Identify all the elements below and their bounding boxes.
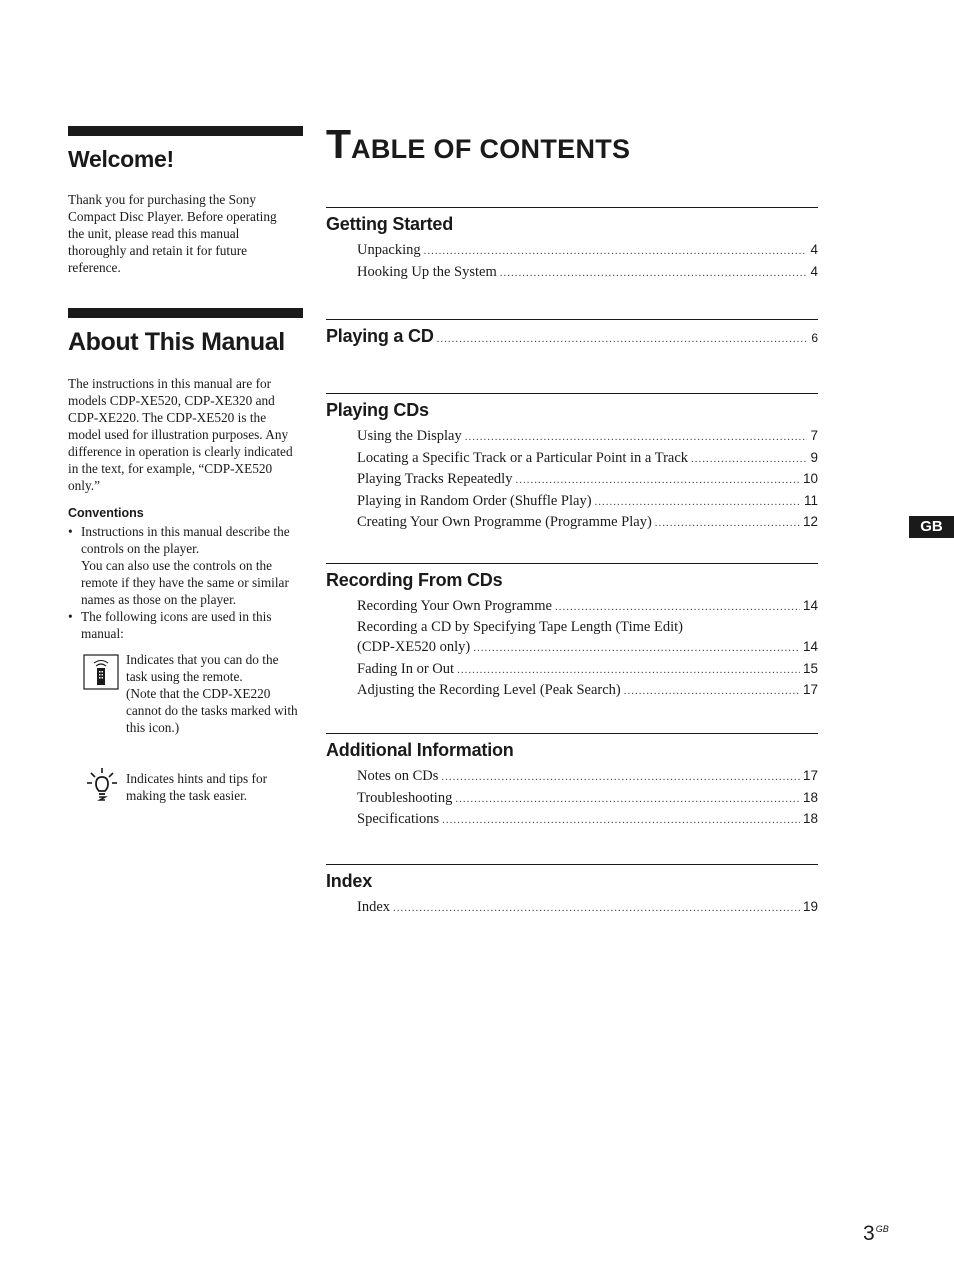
page-number (863, 1222, 889, 1246)
entry-label: Playing in Random Order (Shuffle Play) (357, 492, 592, 509)
welcome-section (68, 126, 303, 276)
bullet-text: Instructions in this manual describe the controls on the player. You can also use the controls on the remote if they have the same or similar names as those on the player. (81, 524, 290, 607)
about-text: The instructions in this manual are for models CDP-XE520, CDP-XE320 and CDP-XE220. The CDP-XE520 is the model used for illustration purposes. Any difference in operation is clearly indicated in the text, for example, “CDP-XE520 only.” (68, 376, 293, 493)
entry-page: 14 (802, 639, 818, 654)
section-rule (326, 207, 818, 208)
entry-page: 17 (802, 768, 818, 783)
entry-label: Playing Tracks Repeatedly (357, 471, 513, 487)
section-heading: Additional Information (326, 740, 514, 760)
entry-page: 6 (811, 331, 818, 345)
icon-legend-hint (68, 770, 303, 804)
toc-entry[interactable] (357, 426, 818, 448)
language-tab: GB (909, 516, 954, 538)
toc-entry[interactable] (357, 766, 818, 788)
section-heading: Getting Started (326, 214, 454, 234)
toc-entry[interactable] (357, 809, 818, 831)
section-rule (326, 864, 818, 865)
section-rule (326, 393, 818, 394)
toc-entry[interactable] (357, 596, 818, 618)
entry-page: 4 (810, 263, 818, 279)
welcome-title: Welcome! (68, 146, 174, 172)
section-bar (68, 308, 303, 318)
entry-page: 4 (810, 242, 818, 257)
section-heading: Playing CDs (326, 400, 429, 420)
entry-label: Using the Display (357, 428, 462, 444)
icon-description: Indicates hints and tips for making the task easier. (126, 771, 268, 803)
entry-label: (CDP-XE520 only) (357, 639, 471, 655)
entry-label: Notes on CDs (357, 768, 439, 784)
entry-label: Recording Your Own Programme (357, 598, 552, 614)
section-heading: Playing a CD (326, 326, 434, 346)
entry-page: 19 (802, 899, 818, 914)
lightbulb-icon (68, 770, 126, 804)
section-rule (326, 319, 818, 320)
toc-entry[interactable] (357, 637, 818, 659)
welcome-text: Thank you for purchasing the Sony Compact Disc Player. Before operating the unit, please read this manual thoroughly and retain it for future reference. (68, 192, 277, 275)
entry-label: Hooking Up the System (357, 263, 497, 280)
toc-entry-label-line: Recording a CD by Specifying Tape Length (Time Edit) (357, 618, 683, 635)
entry-page: 17 (802, 682, 818, 697)
section-rule (326, 733, 818, 734)
entry-label: Creating Your Own Programme (Programme Play) (357, 514, 652, 530)
toc-entry[interactable] (357, 240, 818, 262)
toc-section-playing-a-cd (326, 319, 818, 347)
entry-label: Unpacking (357, 242, 421, 258)
toc-entry[interactable] (357, 491, 818, 513)
toc-entry[interactable] (357, 512, 818, 534)
toc-entry[interactable] (326, 326, 818, 347)
section-rule (326, 563, 818, 564)
page-title (326, 121, 630, 168)
toc-entry[interactable] (357, 788, 818, 810)
bullet-text: The following icons are used in this manual: (81, 609, 272, 641)
entry-page: 11 (803, 492, 818, 508)
list-item: • Instructions in this manual describe the controls on the player. You can also use the controls on the remote if they have the same or similar names as those on the player. (68, 523, 303, 608)
toc-section-getting-started (326, 207, 818, 283)
entry-page: 9 (810, 449, 818, 465)
toc-section-recording (326, 563, 818, 702)
toc-entry[interactable] (357, 262, 818, 284)
entry-label: Specifications (357, 811, 440, 827)
entry-page: 7 (810, 428, 818, 443)
entry-label: Index (357, 899, 391, 915)
entry-label: Fading In or Out (357, 660, 455, 677)
entry-page: 12 (802, 514, 818, 529)
icon-legend-remote (68, 651, 303, 736)
title-rest: ABLE OF CONTENTS (351, 134, 631, 164)
section-bar (68, 126, 303, 136)
about-section (68, 308, 303, 804)
toc-entry[interactable] (357, 680, 818, 702)
toc-entry[interactable] (357, 659, 818, 681)
toc-section-playing-cds (326, 393, 818, 534)
entry-label: Adjusting the Recording Level (Peak Search) (357, 682, 621, 698)
conventions-heading: Conventions (68, 506, 144, 520)
toc-section-additional-information (326, 733, 818, 831)
title-initial: T (326, 121, 352, 167)
remote-icon (68, 651, 126, 736)
entry-label: Troubleshooting (357, 789, 453, 806)
entry-page: 10 (802, 471, 818, 486)
entry-page: 18 (802, 789, 818, 805)
toc-entry[interactable] (357, 469, 818, 491)
entry-page: 18 (802, 811, 818, 826)
page-number-value: 3 (863, 1222, 875, 1245)
toc-section-index (326, 864, 818, 919)
toc-entry[interactable] (357, 448, 818, 470)
entry-label: Locating a Specific Track or a Particular Point in a Track (357, 449, 689, 466)
about-title: About This Manual (68, 328, 285, 356)
section-heading: Index (326, 871, 373, 891)
page-number-suffix: GB (875, 1224, 889, 1234)
conventions-list (68, 523, 303, 642)
entry-page: 14 (802, 598, 818, 613)
section-heading: Recording From CDs (326, 570, 503, 590)
list-item: • The following icons are used in this manual: (68, 608, 303, 642)
toc-entry[interactable] (357, 897, 818, 919)
entry-page: 15 (802, 660, 818, 676)
icon-description: Indicates that you can do the task using the remote. (Note that the CDP-XE220 cannot do the tasks marked with this icon.) (126, 652, 298, 735)
